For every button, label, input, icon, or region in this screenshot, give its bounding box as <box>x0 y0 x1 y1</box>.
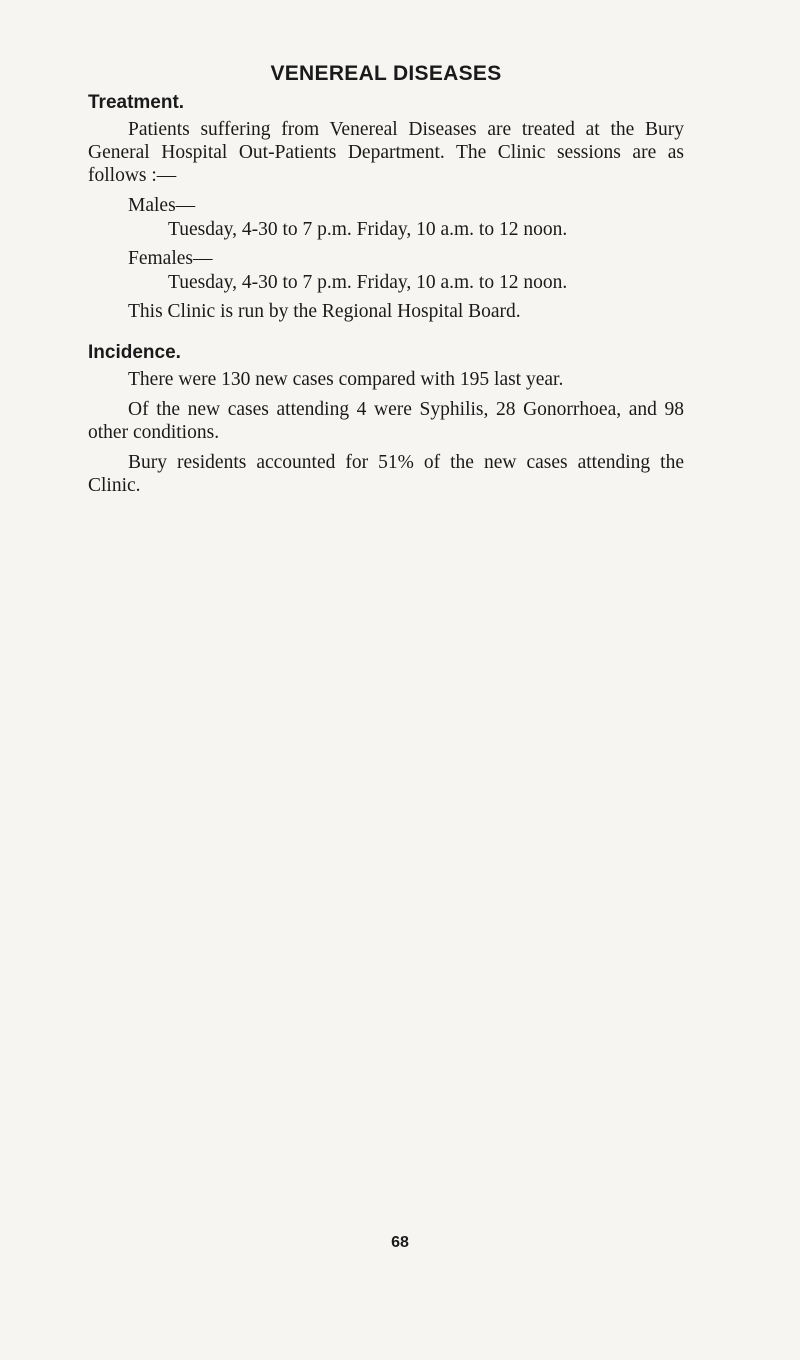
treatment-section <box>88 92 684 323</box>
females-label: Females— <box>128 248 213 269</box>
females-schedule: Tuesday, 4-30 to 7 p.m. Friday, 10 a.m. to 12 noon. <box>168 272 568 293</box>
incidence-heading: Incidence. <box>88 342 181 363</box>
incidence-paragraph-1: There were 130 new cases compared with 195 last year. <box>128 369 564 390</box>
page-number: 68 <box>391 1234 409 1251</box>
clinic-note: This Clinic is run by the Regional Hospital Board. <box>128 301 521 322</box>
treatment-heading: Treatment. <box>88 92 185 113</box>
document-page <box>88 62 684 504</box>
incidence-paragraph-3: Bury residents accounted for 51% of the new cases attending the Clinic. <box>88 452 684 496</box>
page-title: VENEREAL DISEASES <box>270 62 502 85</box>
males-schedule: Tuesday, 4-30 to 7 p.m. Friday, 10 a.m. to 12 noon. <box>168 219 568 240</box>
incidence-paragraph-2: Of the new cases attending 4 were Syphilis, 28 Gonorrhoea, and 98 other conditions. <box>88 399 684 443</box>
males-label: Males— <box>128 195 196 216</box>
treatment-intro: Patients suffering from Venereal Diseases are treated at the Bury General Hospital Out-Patients Department. The Clinic sessions are as follows :— <box>88 119 684 186</box>
incidence-section <box>88 342 684 497</box>
section-gap <box>88 330 684 342</box>
